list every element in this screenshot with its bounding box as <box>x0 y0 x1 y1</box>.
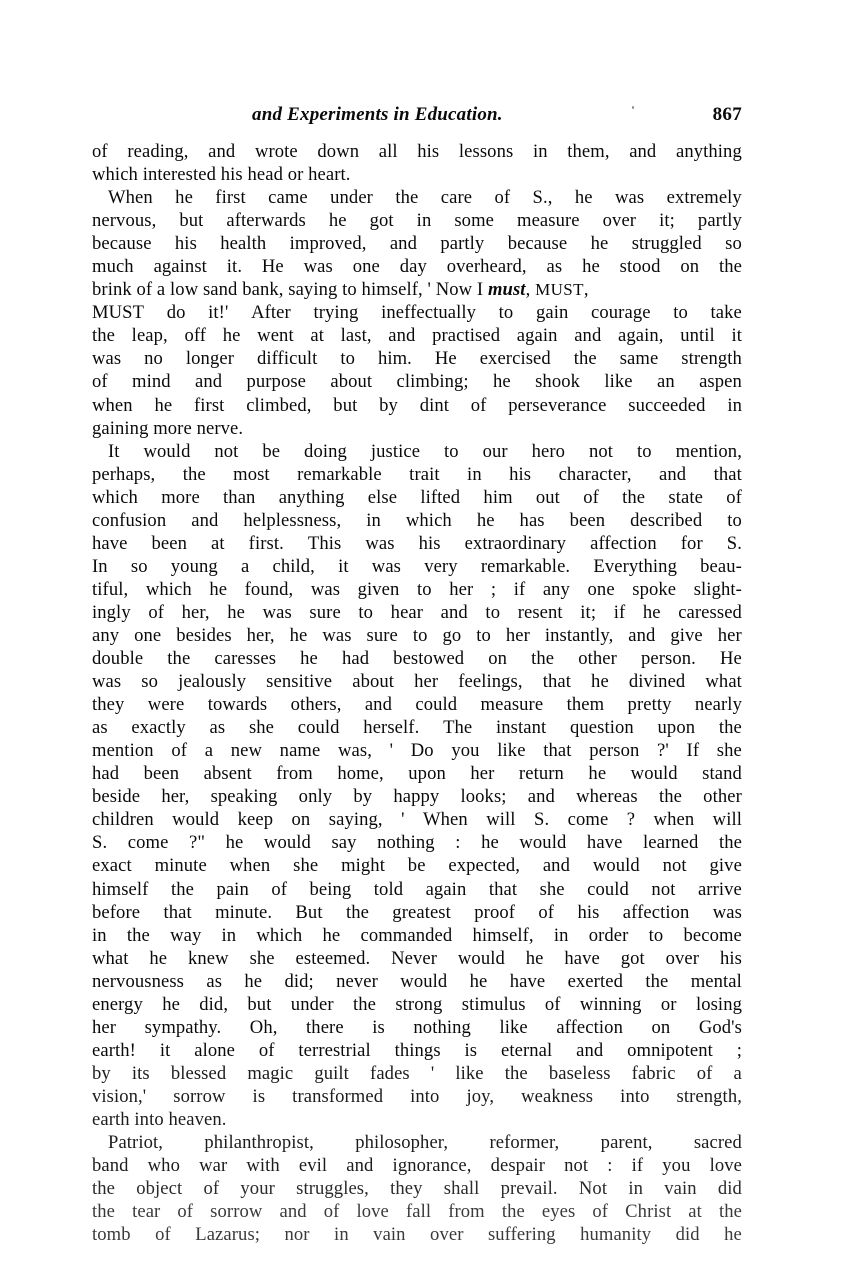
text-line: the tear of sorrow and of love fall from the eyes of Christ at the <box>92 1201 742 1223</box>
running-head-title: and Experiments in Education. <box>252 104 503 125</box>
text-line: in the way in which he commanded himself, in order to become <box>92 924 742 946</box>
text-line: much against it. He was one day overheard, as he stood on the <box>92 256 742 278</box>
text-line: they were towards others, and could measure them pretty nearly <box>92 694 742 716</box>
text-line: exact minute when she might be expected, and would not give <box>92 855 742 877</box>
text-line: double the caresses he had bestowed on the other person. He <box>92 648 742 670</box>
text-line: children would keep on saying, ' When will S. come ? when will <box>92 809 742 831</box>
text-line: had been absent from home, upon her return he would stand <box>92 763 742 785</box>
text-line: When he first came under the care of S., he was extremely <box>108 187 742 209</box>
text-line: energy he did, but under the strong stimulus of winning or losing <box>92 993 742 1015</box>
text-line: her sympathy. Oh, there is nothing like affection on God's <box>92 1016 742 1038</box>
text-line: because his health improved, and partly because he struggled so <box>92 233 742 255</box>
line-mid: , <box>525 279 536 301</box>
text-line: by its blessed magic guilt fades ' like the baseless fabric of a <box>92 1062 742 1084</box>
text-line: mention of a new name was, ' Do you like that person ?' If she <box>92 740 742 762</box>
text-line: when he first climbed, but by dint of perseverance succeeded in <box>92 394 742 416</box>
text-line: the leap, off he went at last, and practised again and again, until it <box>92 325 742 347</box>
text-line: vision,' sorrow is transformed into joy, weakness into strength, <box>92 1085 742 1107</box>
text-line: have been at first. This was his extraordinary affection for S. <box>92 532 742 554</box>
running-head <box>92 104 742 128</box>
text-line: earth! it alone of terrestrial things is eternal and omnipotent ; <box>92 1039 742 1061</box>
text-line: Patriot, philanthropist, philosopher, reformer, parent, sacred <box>108 1132 742 1154</box>
text-line: of mind and purpose about climbing; he shook like an aspen <box>92 371 742 393</box>
text-line: what he knew she esteemed. Never would he have got over his <box>92 947 742 969</box>
text-line: tiful, which he found, was given to her ; if any one spoke slight- <box>92 578 742 600</box>
page-number: 867 <box>712 104 742 125</box>
text-line: any one besides her, he was sure to go to her instantly, and give her <box>92 624 742 646</box>
text-line: perhaps, the most remarkable trait in his character, and that <box>92 463 742 485</box>
text-line: as exactly as she could herself. The instant question upon the <box>92 717 742 739</box>
line-suffix: , <box>583 279 589 301</box>
text-line: In so young a child, it was very remarkable. Everything beau- <box>92 555 742 577</box>
text-line: confusion and helplessness, in which he has been described to <box>92 509 742 531</box>
text-line: before that minute. But the greatest proof of his affection was <box>92 901 742 923</box>
text-line: S. come ?" he would say nothing : he would have learned the <box>92 832 742 854</box>
text-line-emphasis <box>92 278 742 301</box>
scan-speck <box>632 106 634 109</box>
paragraph-4 <box>92 1131 742 1246</box>
text-line: himself the pain of being told again that she could not arrive <box>92 878 742 900</box>
text-line: the object of your struggles, they shall prevail. Not in vain did <box>92 1178 742 1200</box>
text-line: nervous, but afterwards he got in some measure over it; partly <box>92 210 742 232</box>
emphasis-italic: must <box>487 279 526 301</box>
text-line: which interested his head or heart. <box>92 164 351 186</box>
body-text <box>92 140 742 1246</box>
paragraph-2 <box>92 186 742 440</box>
text-line: tomb of Lazarus; nor in vain over suffering humanity did he <box>92 1224 742 1246</box>
text-line: was so jealously sensitive about her feelings, that he divined what <box>92 671 742 693</box>
paragraph-1 <box>92 140 742 186</box>
emphasis-smallcaps: MUST <box>535 280 584 300</box>
text-line: earth into heaven. <box>92 1108 227 1130</box>
text-line: which more than anything else lifted him out of the state of <box>92 486 742 508</box>
text-line: nervousness as he did; never would he have exerted the mental <box>92 970 742 992</box>
text-line: ingly of her, he was sure to hear and to resent it; if he caressed <box>92 601 742 623</box>
paragraph-3 <box>92 440 742 1131</box>
text-line: gaining more nerve. <box>92 417 244 439</box>
line-prefix: brink of a low sand bank, saying to himself, ' Now I <box>92 279 488 301</box>
text-line: of reading, and wrote down all his lessons in them, and anything <box>92 141 742 162</box>
text-line: beside her, speaking only by happy looks; and whereas the other <box>92 786 742 808</box>
text-line: MUST do it!' After trying ineffectually to gain courage to take <box>92 302 742 324</box>
text-line: It would not be doing justice to our hero not to mention, <box>108 440 742 462</box>
text-line: was no longer difficult to him. He exercised the same strength <box>92 348 742 370</box>
text-line: band who war with evil and ignorance, despair not : if you love <box>92 1155 742 1177</box>
